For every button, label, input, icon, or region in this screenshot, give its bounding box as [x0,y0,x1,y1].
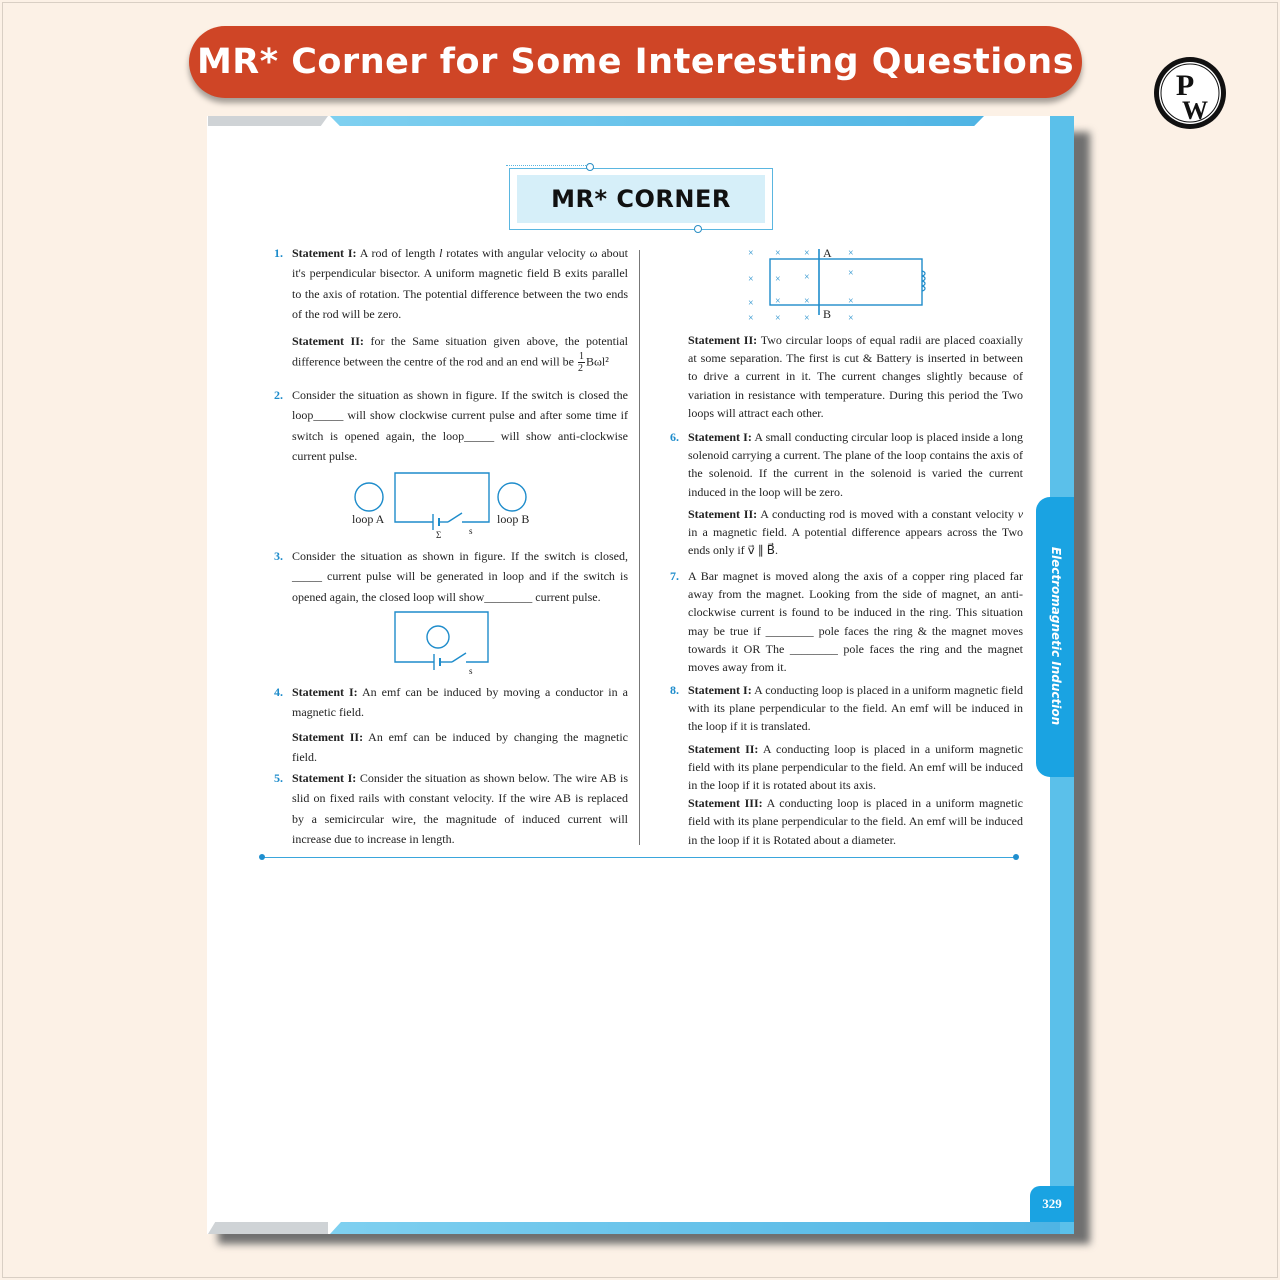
question-number: 7. [670,569,679,583]
statement-label: Statement II: [688,506,758,521]
title-dot-bottom [694,225,702,233]
loop-b-shape [498,483,526,511]
question-5 [274,768,628,850]
question-6 [670,428,1024,559]
loop-a-shape [355,483,383,511]
label-switch: s [469,666,473,676]
field-cross-mark: × [748,274,754,285]
switch-lever [452,653,466,662]
question-1 [274,243,628,375]
question-7 [670,567,1023,676]
statement-label: Statement II: [292,333,364,348]
statement-text: Consider the situation as shown below. The wire AB is slid on fixed rails with constant velocity. If the wire AB is replaced by a semicircular wire, the magnitude of induced current will increase due to increase in length. [292,771,628,847]
question-4 [274,682,628,768]
label-switch: s [469,526,473,536]
question-number: 4. [274,685,283,699]
page-number: 329 [1030,1186,1074,1222]
statement-text: An emf can be induced by moving a conductor in a magnetic field. [292,685,628,720]
statement-text: A conducting loop is placed in a uniform magnetic field with its plane perpendicular to the field. An emf will be induced in the loop if it is rotated about its axis. [688,741,1024,793]
label-b: B [823,307,832,321]
statement-text: A conducting loop is placed in a uniform magnetic field with its plane perpendicular to the field. An emf will be induced in the loop if it is translated. [688,683,1023,734]
switch-lever [448,513,462,522]
field-cross-mark: × [848,296,854,307]
statement-text: for the Same situation given above, the potential difference between the centre of the rod and an end will be [292,333,628,369]
field-cross-mark: × [748,298,754,309]
statement-label: Statement II: [292,729,364,744]
bottom-bar [330,1222,1060,1234]
question-number: 8. [670,683,679,697]
fraction-half: $\frac{1}{2}$ [577,351,584,375]
statement-label: Statement II: [688,741,759,756]
question-text: Consider the situation as shown in figure. If the switch is closed, _____ current pulse will be generated in loop and if the switch is opened again, the closed loop will show________ current pulse. [292,549,628,604]
field-cross-mark: × [748,248,754,259]
section-title: MR* CORNER [551,185,731,213]
statement-text: rotates with angular velocity ω about it's perpendicular bisector. A uniform magnetic field B exits parallel to the axis of rotation. The potential difference between the two ends of the rod will be zero. [292,246,628,322]
logo-letter-w: W [1182,96,1208,125]
statement-label: Statement III: [688,796,763,811]
statement-text: An emf can be induced by changing the magnetic field. [292,729,628,765]
statement-label: Statement I: [292,246,357,260]
question-number: 6. [670,430,679,444]
bottom-rule-dot-right [1013,854,1019,860]
chapter-side-tab-label: Electromagnetic Induction [1049,546,1063,726]
formula: Bωl² [585,354,609,369]
statement-label: Statement I: [292,685,358,699]
statement-text: Two circular loops of equal radii are placed coaxially at some separation. The first is cut & Battery is inserted in between to drive a current in it. The current changes slightly because of variation in resistance with temperature. During this period the Two loops will attract each other. [688,333,1023,420]
field-cross-mark: × [804,248,810,259]
field-cross-mark: × [804,272,810,283]
statement-text: in a magnetic field. A potential difference appears across the Two ends only if [688,525,1023,558]
banner-title: MR* Corner for Some Interesting Questions [196,42,1075,82]
question-number: 1. [274,246,283,260]
field-cross-mark: × [848,248,854,259]
column-divider [639,250,640,845]
label-loop-a: loop A [352,512,385,526]
figure-q3-circuit [390,608,494,674]
question-2 [274,385,628,467]
question-text: A Bar magnet is moved along the axis of a copper ring placed far away from the magnet. Looking from the side of magnet, an anti-clockwise current is found to be induced in the ring. This situation may be true if ________ pole faces the ring & the magnet moves towards it OR The ________ pole faces the ring and the magnet moves away from it. [688,569,1023,675]
label-a: A [823,246,832,260]
field-cross-mark: × [848,268,854,279]
banner [189,26,1082,98]
section-title-box [509,168,773,230]
field-cross-mark: × [804,313,810,323]
question-8 [670,681,1024,849]
bottom-bar-grey [208,1222,328,1234]
top-bar-grey [208,116,328,126]
pw-logo [1152,55,1228,131]
title-dot-top [586,163,594,171]
statement-label: Statement I: [688,430,752,444]
rails-frame [770,259,922,305]
label-battery: Σ [436,530,442,540]
symbol-v: v [1017,506,1024,521]
question-3 [274,546,628,607]
logo-letter-p: P [1175,69,1195,102]
field-cross-mark: × [775,296,781,307]
question-text: Consider the situation as shown in figure. If the switch is closed the loop_____ will show clockwise current pulse and after some time if switch is opened again, the loop_____ will show anti-clockwise current pulse. [292,388,628,464]
question-5-statement-2 [688,331,1023,422]
question-number: 2. [274,388,283,402]
field-cross-mark: × [804,296,810,307]
top-bar [330,116,984,126]
bottom-rule [262,857,1016,858]
field-cross-mark: × [848,313,854,323]
vector-relation: v⃗ ∥ B⃗. [747,543,779,558]
statement-text: A conducting loop is placed in a uniform magnetic field with its plane perpendicular to the field. An emf will be induced in the loop if it is Rotated about a diameter. [688,796,1024,847]
figure-q5-rails [740,245,940,323]
field-cross-mark: × [748,313,754,323]
question-number: 3. [274,549,283,563]
circuit-wire [395,473,489,522]
statement-text: A small conducting circular loop is placed inside a long solenoid carrying a current. The plane of the loop contains the axis of the solenoid. If the current in the solenoid is varied the current induced in the loop will be zero. [688,430,1023,499]
statement-label: Statement I: [292,771,357,785]
symbol-l: l [439,246,443,260]
field-cross-mark: × [775,248,781,259]
statement-text: A rod of length [359,246,440,260]
field-cross-mark: × [775,274,781,285]
closed-loop-shape [427,626,449,648]
field-cross-mark: × [775,313,781,323]
circuit-wire [395,612,488,662]
label-loop-b: loop B [497,512,530,526]
bottom-rule-dot-left [259,854,265,860]
statement-label: Statement II: [688,333,758,347]
statement-label: Statement I: [688,683,752,697]
question-number: 5. [274,771,283,785]
statement-text: A conducting rod is moved with a constant velocity [760,506,1018,521]
